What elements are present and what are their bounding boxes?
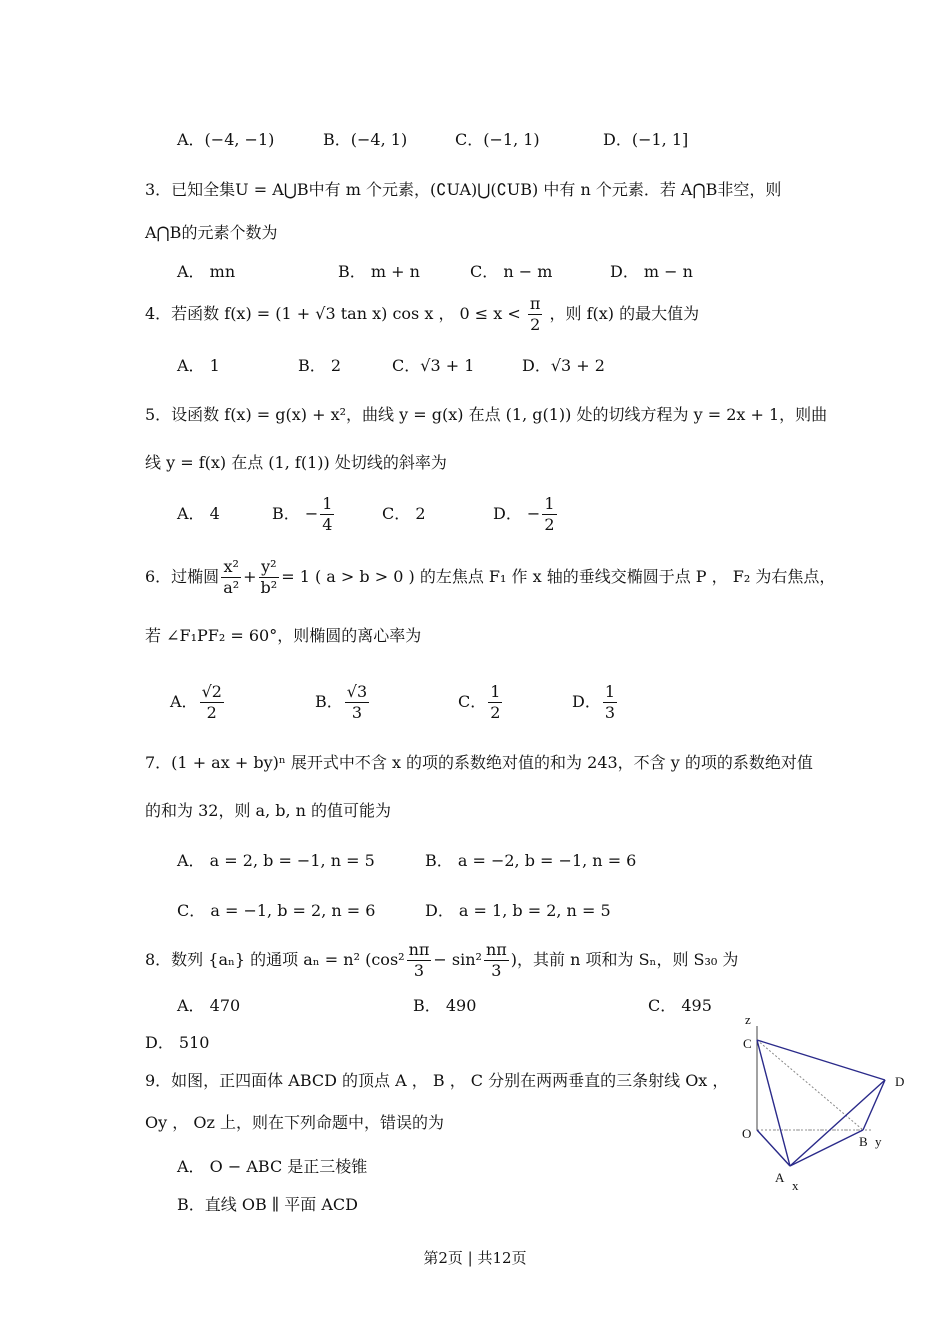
q8-option-c: C． 495 <box>648 996 712 1015</box>
tetrahedron-figure <box>735 1008 915 1198</box>
q5-b-den: 4 <box>322 515 333 534</box>
q7-stem-line2: 的和为 32，则 a, b, n 的值可能为 <box>145 801 392 820</box>
q6-option-d-frac <box>603 682 617 723</box>
q9-stem-line1: 9．如图，正四面体 ABCD 的顶点 A ， B ， C 分别在两两垂直的三条射线 Ox ， <box>145 1071 729 1090</box>
q3-stem-line2: A⋂B的元素个数为 <box>145 223 278 242</box>
q6-d-den: 3 <box>604 703 616 722</box>
q6-frac-y <box>259 557 280 598</box>
q6-option-b-frac <box>345 682 369 723</box>
q6-option-a-pre: A． <box>170 692 198 711</box>
q5-option-d-frac <box>542 494 556 535</box>
q6-option-c <box>458 680 504 724</box>
label-d: D <box>895 1074 905 1089</box>
edge-ab <box>790 1130 863 1166</box>
q7-option-b: B． a = −2, b = −1, n = 6 <box>425 851 637 870</box>
q4-option-d: D．√3 + 2 <box>522 356 605 375</box>
q6-frac-x-num: x² <box>221 557 241 578</box>
label-o: O <box>742 1126 752 1141</box>
q8-frac-1-den: 3 <box>413 961 425 980</box>
q4-fraction <box>528 294 543 335</box>
q8-frac-1-num: nπ <box>408 940 430 959</box>
q4-option-c: C．√3 + 1 <box>392 356 475 375</box>
q7-option-d: D． a = 1, b = 2, n = 5 <box>425 901 611 920</box>
q5-option-d-pre: D． − <box>493 504 541 523</box>
q6-option-a <box>170 680 226 724</box>
q4-option-a: A． 1 <box>177 356 220 375</box>
q6-b-num: √3 <box>346 682 368 701</box>
q9-stem-line2: Oy ， Oz 上，则在下列命题中，错误的为 <box>145 1113 444 1132</box>
q6-frac-y-num: y² <box>259 557 280 578</box>
q8-stem-mid: − sin² <box>433 950 482 969</box>
q2-option-a: A．(−4, −1) <box>177 130 275 149</box>
q6-plus: + <box>243 567 257 586</box>
q6-frac-x-den: a² <box>223 578 240 597</box>
q6-stem-post: = 1 ( a > b > 0 ) 的左焦点 F₁ 作 x 轴的垂线交椭圆于点 P ， F₂ 为右焦点， <box>281 567 836 586</box>
q3-option-b: B． m + n <box>338 262 420 281</box>
q6-a-den: 2 <box>206 703 217 722</box>
q5-stem-line2: 线 y = f(x) 在点 (1, f(1)) 处切线的斜率为 <box>145 453 447 472</box>
q8-frac-2-den: 3 <box>491 961 502 980</box>
label-c: C <box>743 1036 752 1051</box>
q4-stem-post: ，则 f(x) 的最大值为 <box>549 304 700 323</box>
q6-stem-line2: 若 ∠F₁PF₂ = 60°，则椭圆的离心率为 <box>145 626 422 645</box>
q7-option-c: C． a = −1, b = 2, n = 6 <box>177 901 376 920</box>
q6-option-a-frac <box>200 682 224 723</box>
q5-d-num: 1 <box>544 494 555 513</box>
q6-d-num: 1 <box>604 682 616 701</box>
q6-stem-line1 <box>145 555 835 599</box>
q8-frac-1 <box>407 940 432 981</box>
q8-stem-pre: 8．数列 {aₙ} 的通项 aₙ = n² (cos² <box>145 950 405 969</box>
q6-frac-x <box>221 557 241 598</box>
q3-option-c: C． n − m <box>470 262 553 281</box>
q5-stem-line1: 5．设函数 f(x) = g(x) + x²，曲线 y = g(x) 在点 (1, g(1)) 处的切线方程为 y = 2x + 1，则曲 <box>145 405 828 424</box>
q8-option-d: D． 510 <box>145 1033 210 1052</box>
q5-option-b-frac <box>320 494 334 535</box>
q6-a-num: √2 <box>201 682 222 701</box>
q4-stem <box>145 292 699 336</box>
q5-option-d <box>493 492 559 536</box>
q5-option-a: A． 4 <box>177 504 220 523</box>
q8-stem <box>145 938 738 982</box>
q8-frac-2 <box>484 940 509 981</box>
page-footer: 第2页 | 共12页 <box>423 1249 527 1267</box>
q6-option-b <box>315 680 371 724</box>
q8-option-a: A． 470 <box>177 996 241 1015</box>
q3-option-a: A． mn <box>177 262 236 281</box>
q4-stem-pre: 4．若函数 f(x) = (1 + √3 tan x) cos x ， 0 ≤ x < <box>145 304 521 323</box>
q8-option-b: B． 490 <box>413 996 477 1015</box>
q5-option-b <box>272 492 336 536</box>
q3-stem-line1: 3．已知全集U = A⋃B中有 m 个元素，(∁UA)⋃(∁UB) 中有 n 个元素．若 A⋂B非空，则 <box>145 180 782 199</box>
q5-b-num: 1 <box>322 494 333 513</box>
q3-option-d: D． m − n <box>610 262 693 281</box>
q5-option-c: C． 2 <box>382 504 426 523</box>
q4-frac-num: π <box>529 294 541 313</box>
q6-option-b-pre: B． <box>315 692 343 711</box>
label-x: x <box>792 1178 799 1193</box>
q8-stem-post: )，其前 n 项和为 Sₙ，则 S₃₀ 为 <box>510 950 739 969</box>
q4-option-b: B． 2 <box>298 356 342 375</box>
q6-option-d <box>572 680 619 724</box>
q6-option-d-pre: D． <box>572 692 601 711</box>
q6-b-den: 3 <box>351 703 363 722</box>
q8-frac-2-num: nπ <box>485 940 507 959</box>
edge-cb <box>757 1040 863 1130</box>
q2-option-c: C．(−1, 1) <box>455 130 540 149</box>
q6-stem-pre: 6．过椭圆 <box>145 567 220 586</box>
q9-option-b: B．直线 OB ∥ 平面 ACD <box>177 1195 358 1214</box>
q5-d-den: 2 <box>544 515 555 534</box>
label-a: A <box>775 1170 785 1185</box>
q6-c-den: 2 <box>490 703 501 722</box>
q6-option-c-frac <box>488 682 502 723</box>
q5-option-b-pre: B． − <box>272 504 319 523</box>
q6-frac-y-den: b² <box>260 578 278 597</box>
q2-option-d: D．(−1, 1] <box>603 130 689 149</box>
edge-ad <box>790 1080 885 1166</box>
label-y: y <box>875 1134 882 1149</box>
q6-option-c-pre: C． <box>458 692 487 711</box>
q9-option-a: A． O − ABC 是正三棱锥 <box>177 1157 368 1176</box>
label-b: B <box>859 1134 868 1149</box>
q2-option-b: B．(−4, 1) <box>323 130 408 149</box>
label-z: z <box>745 1012 751 1027</box>
edge-bd <box>863 1080 885 1130</box>
q4-frac-den: 2 <box>530 315 541 334</box>
q6-c-num: 1 <box>490 682 501 701</box>
edge-cd <box>757 1040 885 1080</box>
q7-stem-line1: 7．(1 + ax + by)ⁿ 展开式中不含 x 的项的系数绝对值的和为 243，不含 y 的项的系数绝对值 <box>145 753 813 772</box>
q7-option-a: A． a = 2, b = −1, n = 5 <box>177 851 375 870</box>
